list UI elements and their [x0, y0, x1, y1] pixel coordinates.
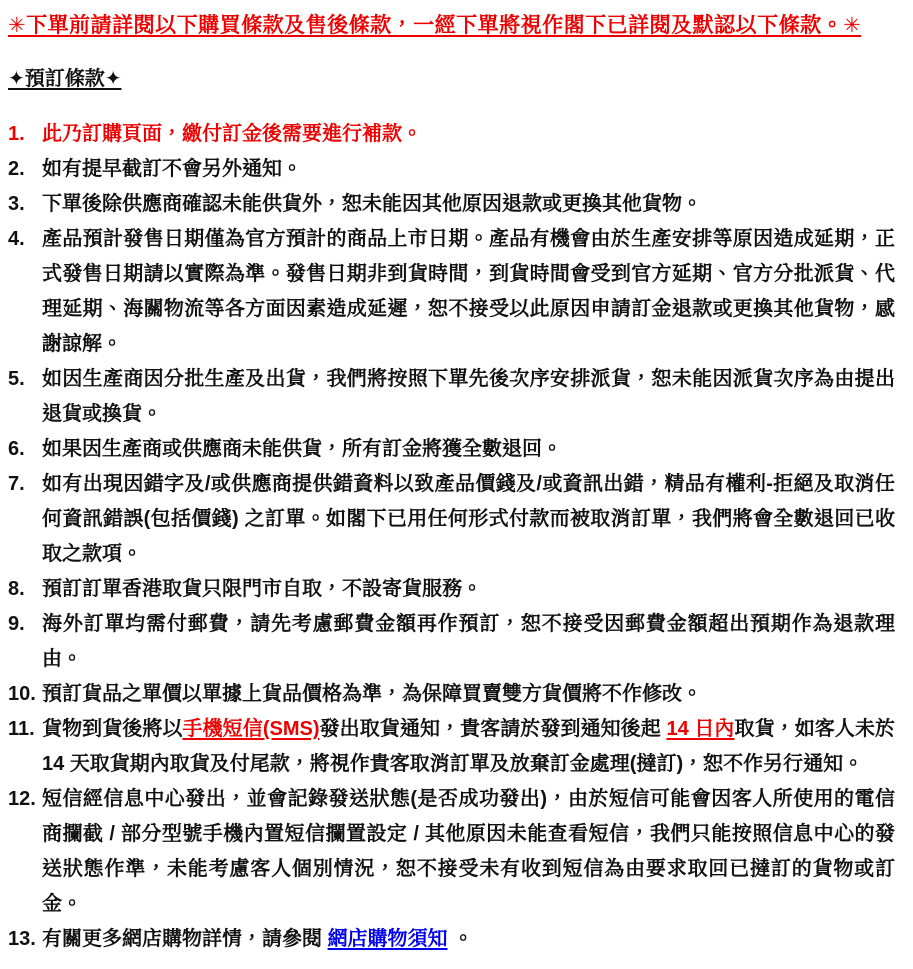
term-item	[8, 432, 895, 467]
term-item	[8, 152, 895, 187]
term-item	[8, 712, 895, 782]
term-number: 11.	[8, 718, 35, 741]
term-item	[8, 782, 895, 922]
term-text	[42, 467, 895, 572]
term-text	[42, 782, 895, 922]
term-item	[8, 607, 895, 677]
term-text	[42, 712, 895, 782]
term-text	[42, 677, 895, 712]
term-segment: 有關更多網店購物詳情，請參閱	[42, 928, 328, 951]
term-segment: 下單後除供應商確認未能供貨外，恕未能因其他原因退款或更換其他貨物。	[42, 193, 702, 216]
term-item	[8, 187, 895, 222]
term-segment: 此乃訂購頁面，繳付訂金後需要進行補款。	[42, 123, 422, 146]
term-text	[42, 152, 895, 187]
term-item	[8, 572, 895, 607]
term-segment: 如有提早截訂不會另外通知。	[42, 158, 302, 181]
term-number: 8.	[8, 578, 25, 601]
term-number: 13.	[8, 928, 36, 951]
term-text	[42, 607, 895, 677]
term-segment: 貨物到貨後將以	[42, 718, 183, 741]
term-number: 5.	[8, 368, 25, 391]
term-text	[42, 362, 895, 432]
term-segment: 預訂訂單香港取貨只限門市自取，不設寄貨服務。	[42, 578, 482, 601]
term-text	[42, 432, 895, 467]
term-segment: 手機短信(SMS)	[182, 718, 320, 741]
term-text	[42, 222, 895, 362]
term-item	[8, 677, 895, 712]
shop-guide-link[interactable]: 網店購物須知	[327, 928, 448, 951]
term-segment: 取貨，如客人未於 14 天取貨期內取貨及付尾款，將視作貴客取消訂單及放棄訂金處理(撻訂)，恕不作另行通知。	[42, 718, 896, 776]
term-number: 12.	[8, 788, 36, 811]
term-segment: 產品預計發售日期僅為官方預計的商品上市日期。產品有機會由於生產安排等原因造成延期，正式發售日期請以實際為準。發售日期非到貨時間，到貨時間會受到官方延期、官方分批派貨、代理延期、海關物流等各方面因素造成延遲，恕不接受以此原因申請訂金退款或更換其他貨物，感謝諒解。	[42, 228, 895, 356]
term-segment: 如因生產商因分批生產及出貨，我們將按照下單先後次序安排派貨，恕未能因派貨次序為由提出退貨或換貨。	[42, 368, 895, 426]
term-number: 3.	[8, 193, 25, 216]
term-item	[8, 467, 895, 572]
term-text	[42, 922, 895, 957]
term-number: 9.	[8, 613, 25, 636]
term-item	[8, 362, 895, 432]
term-item	[8, 922, 895, 957]
term-number: 6.	[8, 438, 25, 461]
term-segment: 海外訂單均需付郵費，請先考慮郵費金額再作預訂，恕不接受因郵費金額超出預期作為退款理由。	[42, 613, 895, 671]
term-text	[42, 117, 895, 152]
term-item	[8, 117, 895, 152]
purchase-terms-warning-header: ✳下單前請詳閱以下購買條款及售後條款，一經下單將視作閣下已詳閱及默認以下條款。✳	[8, 14, 862, 37]
term-segment: 。	[447, 928, 474, 951]
term-number: 4.	[8, 228, 25, 251]
terms-list	[8, 117, 895, 957]
term-segment: 短信經信息中心發出，並會記錄發送狀態(是否成功發出)，由於短信可能會因客人所使用的電信商攔截 / 部分型號手機內置短信攔置設定 / 其他原因未能查看短信，我們只能按照信息中心的發送狀態作準，未能考慮客人個別情況，恕不接受未有收到短信為由要求取回已撻訂的貨物或訂金。	[42, 788, 895, 916]
term-text	[42, 187, 895, 222]
term-number: 10.	[8, 683, 36, 706]
term-segment: 如有出現因錯字及/或供應商提供錯資料以致產品價錢及/或資訊出錯，精品有權利-拒絕及取消任何資訊錯誤(包括價錢) 之訂單。如閣下已用任何形式付款而被取消訂單，我們將會全數退回已收取之款項。	[42, 473, 895, 566]
term-number: 2.	[8, 158, 25, 181]
term-text	[42, 572, 895, 607]
term-segment: 14 日內	[666, 718, 735, 741]
term-segment: 發出取貨通知，貴客請於發到通知後起	[319, 718, 667, 741]
term-segment: 預訂貨品之單價以單據上貨品價格為準，為保障買賣雙方貨價將不作修改。	[42, 683, 702, 706]
preorder-terms-section-title: ✦預訂條款✦	[8, 68, 122, 91]
term-segment: 如果因生產商或供應商未能供貨，所有訂金將獲全數退回。	[42, 438, 562, 461]
term-number: 1.	[8, 123, 25, 146]
term-number: 7.	[8, 473, 25, 496]
term-item	[8, 222, 895, 362]
